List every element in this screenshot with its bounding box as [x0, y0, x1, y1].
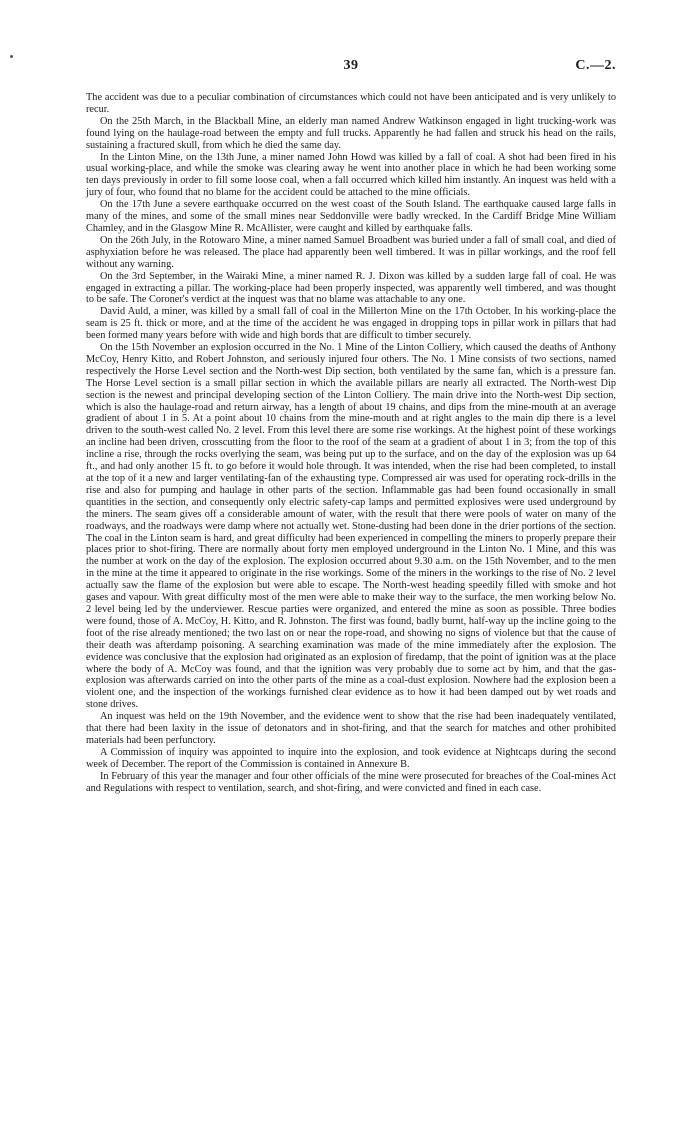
page-header [86, 58, 616, 86]
paragraph-millerton-mine: David Auld, a miner, was killed by a small fall of coal in the Millerton Mine on the 17th October. In his working-place the seam is 25 ft. thick or more, and at the time of the accident he was engaged in dropping tops in pillar work in pillars that had been formed many years before with wide and high bords that are difficult to timber securely. [86, 306, 616, 342]
paragraph-linton-explosion: On the 15th November an explosion occurred in the No. 1 Mine of the Linton Colliery, which caused the deaths of Anthony McCoy, Henry Kitto, and Robert Johnston, and seriously injured four others. The No. 1 Mine consists of two sections, named respectively the Horse Level section and the North-west Dip section, both ventilated by the same fan, which is a pressure fan. The Horse Level section is a small pillar section in which the available pillars are nearly all extracted. The North-west Dip section is the newest and principal developing section of the Linton Colliery. The main drive into the North-west Dip section, which is also the haulage-road and return airway, has a length of about 19 chains, and dips from the mine-mouth at an average gradient of about 1 in 5. At a point about 10 chains from the mine-mouth and at right angles to the main dip there is a level driven to the south-west called No. 2 level. From this level there are some rise workings. At the highest point of these workings an incline had been driven, crosscutting from the floor to the roof of the seam at a gradient of about 1 in 3; from the top of this incline a rise, through the rocks overlying the seam, was being put up to the surface, and on the day of the explosion was up 64 ft., and had only another 15 ft. to go before it would hole through. It was intended, when the rise had been completed, to install at the top of it a new and larger ventilating-fan of the exhausting type. Compressed air was used for operating rock-drills in the rise and also for pumping and haulage in other parts of the section. Inflammable gas had been found occasionally in small quantities in the section, and consequently only electric safety-cap lamps and permitted explosives were used underground by the miners. The seam gives off a considerable amount of water, with the result that there were pools of water on many of the roadways, and the roadways were damp where not actually wet. Stone-dusting had been done in the drier portions of the section. The coal in the Linton seam is hard, and great difficulty had been experienced in compelling the miners to properly prepare their places prior to shot-firing. There are normally about forty men employed underground in the Linton No. 1 Mine, and this was the number at work on the day of the explosion. The explosion occurred about 9.30 a.m. on the 15th November, and to the men in the mine at the time it appeared to originate in the rise workings. Some of the miners in the workings to the rise of No. 2 level actually saw the flame of the explosion but were able to escape. The North-west heading speedily filled with smoke and hot gases and vapour. With great difficulty most of the men were able to make their way to the surface, the men working below No. 2 level being led by the underviewer. Rescue parties were organized, and entered the mine as soon as possible. Three bodies were found, those of A. McCoy, H. Kitto, and R. Johnston. The first was found, badly burnt, half-way up the incline going to the foot of the rise already mentioned; the two last on or near the rope-road, and showing no signs of violence but that the cause of their death was afterdamp poisoning. A searching examination was made of the mine immediately after the explosion. The evidence was conclusive that the explosion had originated as an explosion of firedamp, that the point of ignition was at the place where the body of A. McCoy was found, and that the ignition was very probably due to some act by him, and that the gas-explosion was afterwards carried on into the other parts of the mine as a coal-dust explosion. Nowhere had the explosion been a violent one, and the inspection of the workings furnished clear evidence as to how it had been damped out by wet roads and stone drives. [86, 342, 616, 711]
paragraph-wairaki-mine: On the 3rd September, in the Wairaki Mine, a miner named R. J. Dixon was killed by a sudden large fall of coal. He was engaged in extracting a pillar. The working-place had been properly inspected, was apparently well timbered, and was thought to be safe. The Coroner's verdict at the inquest was that no blame was attachable to any one. [86, 270, 616, 306]
paragraph-blackball-mine: On the 25th March, in the Blackball Mine, an elderly man named Andrew Watkinson engaged in light trucking-work was found lying on the haulage-road between the empty and full trucks. Apparently he had fallen and struck his head on the rails, sustaining a fractured skull, from which he died the same day. [86, 115, 616, 151]
paragraph-inquest: An inquest was held on the 19th November, and the evidence went to show that the rise had been inadequately ventilated, that there had been laxity in the issue of detonators and in shot-firing, and that the search for matches and other prohibited materials had been perfunctory. [86, 711, 616, 746]
margin-dot [10, 55, 13, 58]
paragraph-linton-mine-june: In the Linton Mine, on the 13th June, a miner named John Howd was killed by a fall of coal. A shot had been fired in his usual working-place, and while the smoke was clearing away he went into another place in which he had been working some ten days previously in order to fill some loose coal, when a fall occurred which killed him instantly. An inquest was held with a jury of four, who found that no blame for the accident could be attached to the mine officials. [86, 151, 616, 199]
paragraph-commission: A Commission of inquiry was appointed to inquire into the explosion, and took evidence at Nightcaps during the second week of December. The report of the Commission is contained in Annexure B. [86, 746, 616, 770]
paragraph-accident-conclusion: The accident was due to a peculiar combination of circumstances which could not have been anticipated and is very unlikely to recur. [86, 92, 616, 115]
document-reference: C.—2. [575, 58, 616, 73]
body-text [86, 92, 616, 794]
paragraph-prosecution: In February of this year the manager and four other officials of the mine were prosecuted for breaches of the Coal-mines Act and Regulations with respect to ventilation, search, and shot-firing, and were convicted and fined in each case. [86, 770, 616, 794]
paragraph-rotowaro-mine: On the 26th July, in the Rotowaro Mine, a miner named Samuel Broadbent was buried under a fall of small coal, and died of asphyxiation before he was released. The place had apparently been well timbered. It was in pillar workings, and the roof fell without any warning. [86, 234, 616, 270]
page-number: 39 [343, 58, 359, 73]
document-page [86, 58, 616, 794]
paragraph-earthquake: On the 17th June a severe earthquake occurred on the west coast of the South Island. The earthquake caused large falls in many of the mines, and some of the small mines near Seddonville were badly wrecked. In the Cardiff Bridge Mine William Chamley, and in the Glasgow Mine R. McAllister, were caught and killed by earthquake falls. [86, 199, 616, 234]
